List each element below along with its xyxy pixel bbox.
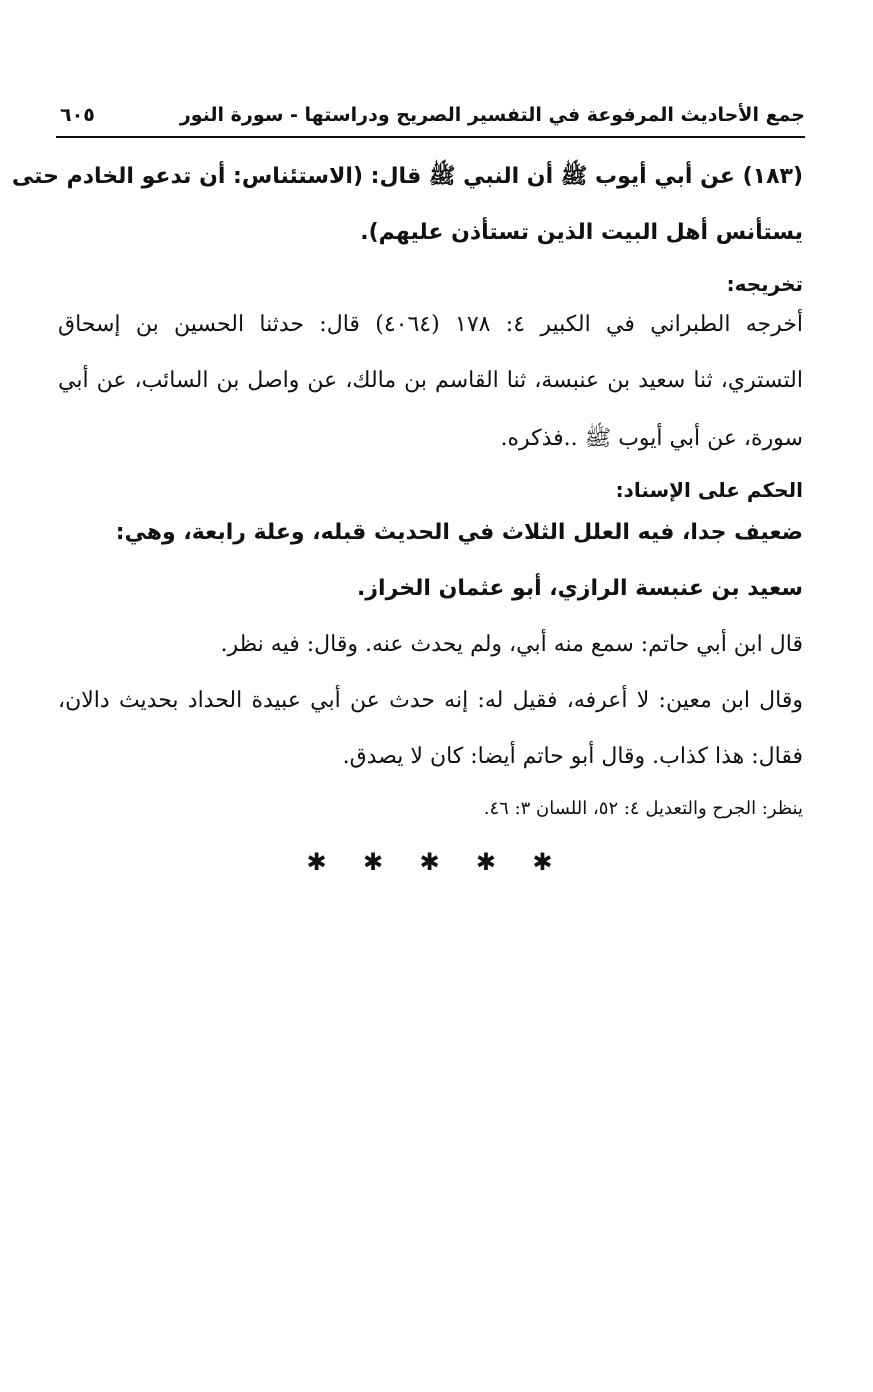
takhrij-line-3: سورة، عن أبي أيوب ﷺ ..فذكره. (500, 426, 803, 451)
hukm-heading: الحكم على الإسناد: (615, 478, 803, 502)
hukm-reference: ينظر: الجرح والتعديل ٤: ٥٢، اللسان ٣: ٤٦. (483, 798, 803, 819)
takhrij-heading: تخريجه: (726, 272, 803, 296)
hukm-line-3: قال ابن أبي حاتم: سمع منه أبي، ولم يحدث عنه. وقال: فيه نظر. (220, 632, 803, 657)
hukm-line-4: وقال ابن معين: لا أعرفه، فقيل له: إنه حدث عن أبي عبيدة الحداد بحديث دالان، (58, 688, 803, 713)
hadith-text-line-2: يستأنس أهل البيت الذين تستأذن عليهم). (360, 220, 803, 245)
running-header (56, 100, 805, 138)
hukm-line-5: فقال: هذا كذاب. وقال أبو حاتم أيضا: كان لا يصدق. (342, 744, 803, 769)
hadith-text-line-1: (١٨٣) عن أبي أيوب ﷺ أن النبي ﷺ قال: (الاستئناس: أن تدعو الخادم حتى (11, 164, 803, 189)
takhrij-line-1: أخرجه الطبراني في الكبير ٤: ١٧٨ (٤٠٦٤) قال: حدثنا الحسين بن إسحاق (58, 312, 804, 337)
hukm-line-2: سعيد بن عنبسة الرازي، أبو عثمان الخراز. (357, 576, 803, 601)
running-title: جمع الأحاديث المرفوعة في التفسير الصريح ودراستها - سورة النور (179, 104, 805, 126)
hukm-line-1: ضعيف جدا، فيه العلل الثلاث في الحديث قبله، وعلة رابعة، وهي: (115, 520, 803, 545)
section-separator: ✱ ✱ ✱ ✱ ✱ (306, 848, 567, 876)
page-number: ٦٠٥ (60, 104, 95, 126)
takhrij-line-2: التستري، ثنا سعيد بن عنبسة، ثنا القاسم بن مالك، عن واصل بن السائب، عن أبي (58, 368, 803, 393)
